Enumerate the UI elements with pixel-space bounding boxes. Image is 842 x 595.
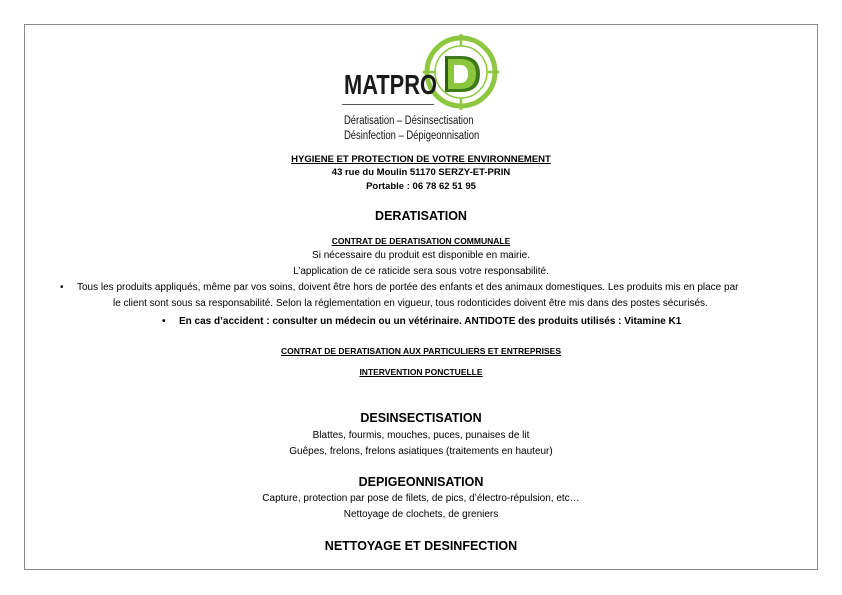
brand-divider (342, 104, 434, 105)
section-title-deratisation: DERATISATION (375, 209, 467, 223)
bullet-marker: • (60, 282, 64, 293)
punctual-intervention-title: INTERVENTION PONCTUELLE (359, 367, 483, 377)
tagline-2: Désinfection – Dépigeonnisation (344, 130, 480, 142)
communal-line-1: Si nécessaire du produit est disponible en mairie. (312, 250, 530, 261)
communal-line-2: L’application de ce raticide sera sous votre responsabilité. (293, 266, 549, 277)
header-phone: Portable : 06 78 62 51 95 (366, 181, 476, 192)
tagline-1: Dératisation – Désinsectisation (344, 115, 474, 127)
brand-name: MATPRO (344, 69, 438, 100)
section-title-nettoyage: NETTOYAGE ET DESINFECTION (324, 539, 518, 553)
bullet-1-line-2: le client sont sous sa responsabilité. Selon la réglementation en vigueur, tous rodonticides doivent être mis dans des postes sécurisés. (113, 298, 708, 309)
depigeonnisation-line-2: Nettoyage de clochets, de greniers (343, 509, 499, 520)
matpro-logo (340, 32, 520, 142)
header-title: HYGIENE ET PROTECTION DE VOTRE ENVIRONNEMENT (291, 154, 551, 165)
bullet-2-accident: En cas d’accident : consulter un médecin ou un vétérinaire. ANTIDOTE des produits utilisés : Vitamine K1 (179, 316, 682, 327)
header-address: 43 rue du Moulin 51170 SERZY-ET-PRIN (331, 167, 511, 178)
bullet-1-line-1: Tous les produits appliqués, même par vos soins, doivent être hors de portée des enfants et des animaux domestiques. Les produits mis en place par (77, 282, 739, 293)
depigeonnisation-line-1: Capture, protection par pose de filets, de pics, d’électro-répulsion, etc… (262, 493, 580, 504)
section-title-depigeonnisation: DEPIGEONNISATION (358, 475, 484, 489)
private-contract-title: CONTRAT DE DERATISATION AUX PARTICULIERS ET ENTREPRISES (280, 346, 562, 356)
desinsectisation-line-2: Guêpes, frelons, frelons asiatiques (traitements en hauteur) (289, 446, 553, 457)
desinsectisation-line-1: Blattes, fourmis, mouches, puces, punaises de lit (312, 430, 530, 441)
section-title-desinsectisation: DESINSECTISATION (360, 411, 482, 425)
bullet-marker: • (162, 316, 166, 327)
communal-contract-title: CONTRAT DE DERATISATION COMMUNALE (331, 236, 511, 246)
